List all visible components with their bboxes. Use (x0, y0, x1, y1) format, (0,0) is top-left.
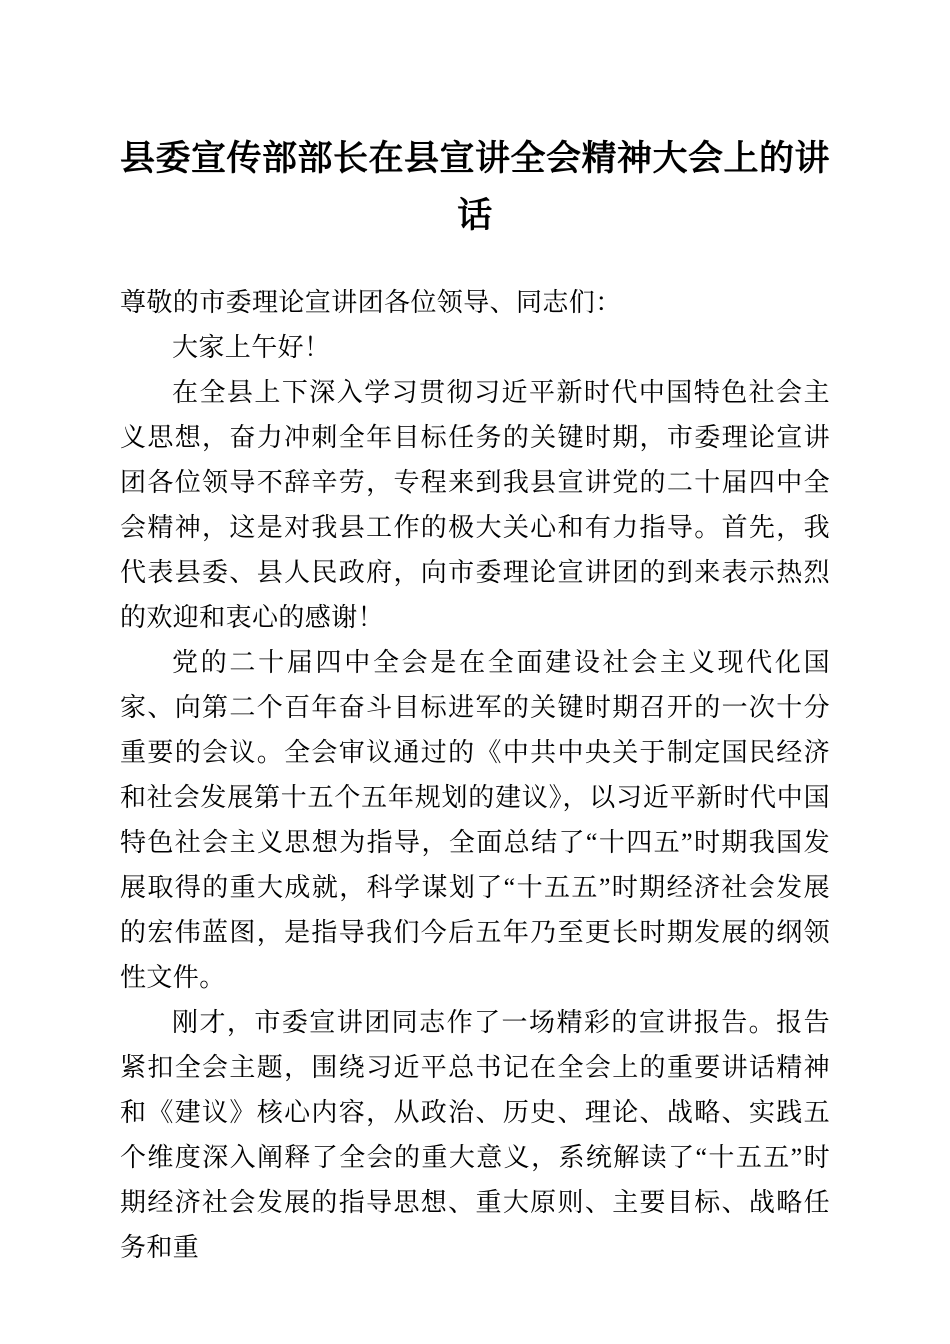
paragraph-greeting: 大家上午好！ (172, 333, 331, 362)
document-body (120, 280, 830, 1270)
paragraph-lecture-report: 刚才，市委宣讲团同志作了一场精彩的宣讲报告。报告紧扣全会主题，围绕习近平总书记在全会上的重要讲话精神和《建议》核心内容，从政治、历史、理论、战略、实践五个维度深入阐释了全会的重大意义，系统解读了“十五五”时期经济社会发展的指导思想、重大原则、主要目标、战略任务和重 (120, 1008, 830, 1262)
document-title: 县委宣传部部长在县宣讲全会精神大会上的讲话 (120, 139, 831, 235)
paragraph-salutation: 尊敬的市委理论宣讲团各位领导、同志们： (120, 288, 622, 317)
paragraph-plenary-significance: 党的二十届四中全会是在全面建设社会主义现代化国家、向第二个百年奋斗目标进军的关键时期召开的一次十分重要的会议。全会审议通过的《中共中央关于制定国民经济和社会发展第十五个五年规划的建议》，以习近平新时代中国特色社会主义思想为指导，全面总结了“十四五”时期我国发展取得的重大成就，科学谋划了“十五五”时期经济社会发展的宏伟蓝图，是指导我们今后五年乃至更长时期发展的纲领性文件。 (120, 648, 830, 992)
paragraph-welcome: 在全县上下深入学习贯彻习近平新时代中国特色社会主义思想，奋力冲刺全年目标任务的关键时期，市委理论宣讲团各位领导不辞辛劳，专程来到我县宣讲党的二十届四中全会精神，这是对我县工作的极大关心和有力指导。首先，我代表县委、县人民政府，向市委理论宣讲团的到来表示热烈的欢迎和衷心的感谢！ (120, 378, 830, 632)
